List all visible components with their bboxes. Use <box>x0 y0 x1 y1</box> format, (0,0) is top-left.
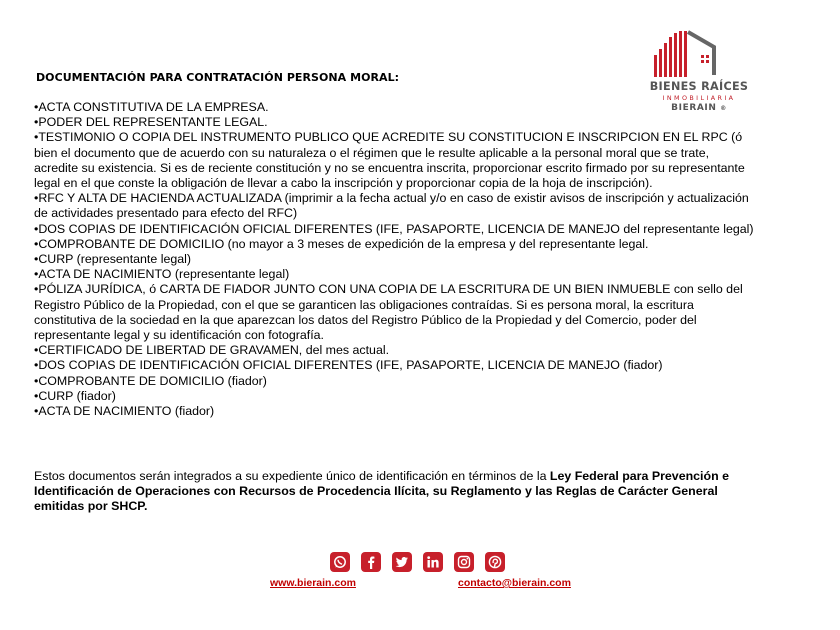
social-icons <box>330 552 505 572</box>
legal-notice <box>34 469 754 515</box>
email-link[interactable]: contacto@bierain.com <box>458 577 571 589</box>
pinterest-icon[interactable] <box>485 552 505 572</box>
brand-name: BIENES RAÍCES <box>649 80 749 93</box>
whatsapp-icon[interactable] <box>330 552 350 572</box>
doc-item-poder-representante: •PODER DEL REPRESENTANTE LEGAL. <box>34 115 268 130</box>
instagram-icon[interactable] <box>454 552 474 572</box>
doc-item-curp-fiador: •CURP (fiador) <box>34 388 116 403</box>
registered-mark: ® <box>720 105 727 112</box>
linkedin-icon[interactable] <box>423 552 443 572</box>
brand-short-text: BIERAIN <box>671 103 717 113</box>
doc-item-identificacion-representante: •DOS COPIAS DE IDENTIFICACIÓN OFICIAL DIFERENTES (IFE, PASAPORTE, LICENCIA DE MANEJO del representante legal) <box>34 221 754 236</box>
doc-item-comprobante-fiador: •COMPROBANTE DE DOMICILIO (fiador) <box>34 373 267 388</box>
doc-item-poliza-juridica: •PÓLIZA JURÍDICA, ó CARTA DE FIADOR JUNTO CON UNA COPIA DE LA ESCRITURA DE UN BIEN INMUEBLE con sello del Registro Público de la Propiedad, con el que se garanticen las obligaciones contraídas. Si es persona moral, la escritura constitutiva de la sociedad en la que aparezcan los datos del Registro Público de la Propiedad y del Comercio, poder del representante legal y su identificación con fotografía. <box>34 282 743 343</box>
doc-item-comprobante-domicilio: •COMPROBANTE DE DOMICILIO (no mayor a 3 meses de expedición de la empresa y del representante legal. <box>34 236 649 251</box>
doc-item-rfc: •RFC Y ALTA DE HACIENDA ACTUALIZADA (imprimir a la fecha actual y/o en caso de existir avisos de inscripción y actualización de actividades presentado para efecto del RFC) <box>34 191 749 221</box>
document-list <box>34 100 754 419</box>
twitter-icon[interactable] <box>392 552 412 572</box>
doc-item-identificacion-fiador: •DOS COPIAS DE IDENTIFICACIÓN OFICIAL DIFERENTES (IFE, PASAPORTE, LICENCIA DE MANEJO (fiador) <box>34 358 663 373</box>
doc-item-testimonio: •TESTIMONIO O COPIA DEL INSTRUMENTO PUBLICO QUE ACREDITE SU CONSTITUCION E INSCRIPCION EN EL RPC (ó bien el documento que de acuerdo con su naturaleza o el régimen que le resulte aplicable a la personal moral que se trate, acredite su existencia. Si es de reciente constitución y no se encuentra inscrita, proporcionar escrito firmado por su representante legal en el que conste la obligación de llevar a cabo la inscripción y proporcionar copia de la hoja de inscripción). <box>34 130 745 191</box>
brand-tagline: INMOBILIARIA <box>662 94 736 102</box>
doc-item-acta-nacimiento-representante: •ACTA DE NACIMIENTO (representante legal) <box>34 267 290 282</box>
notice-law: Ley Federal para Prevención e Identificación de Operaciones con Recursos de Procedencia Ilícita, su Reglamento y las Reglas de Carácter General emitidas por SHCP. <box>34 469 729 514</box>
page-title: DOCUMENTACIÓN PARA CONTRATACIÓN PERSONA MORAL: <box>36 71 400 84</box>
house-logo-icon <box>644 29 754 81</box>
doc-item-acta-nacimiento-fiador: •ACTA DE NACIMIENTO (fiador) <box>34 404 215 419</box>
doc-item-curp-representante: •CURP (representante legal) <box>34 252 192 267</box>
website-link[interactable]: www.bierain.com <box>270 577 356 589</box>
facebook-icon[interactable] <box>361 552 381 572</box>
doc-item-certificado-gravamen: •CERTIFICADO DE LIBERTAD DE GRAVAMEN, del mes actual. <box>34 343 390 358</box>
notice-intro: Estos documentos serán integrados a su expediente único de identificación en términos de la <box>34 469 550 483</box>
doc-item-acta-constitutiva: •ACTA CONSTITUTIVA DE LA EMPRESA. <box>34 100 269 114</box>
